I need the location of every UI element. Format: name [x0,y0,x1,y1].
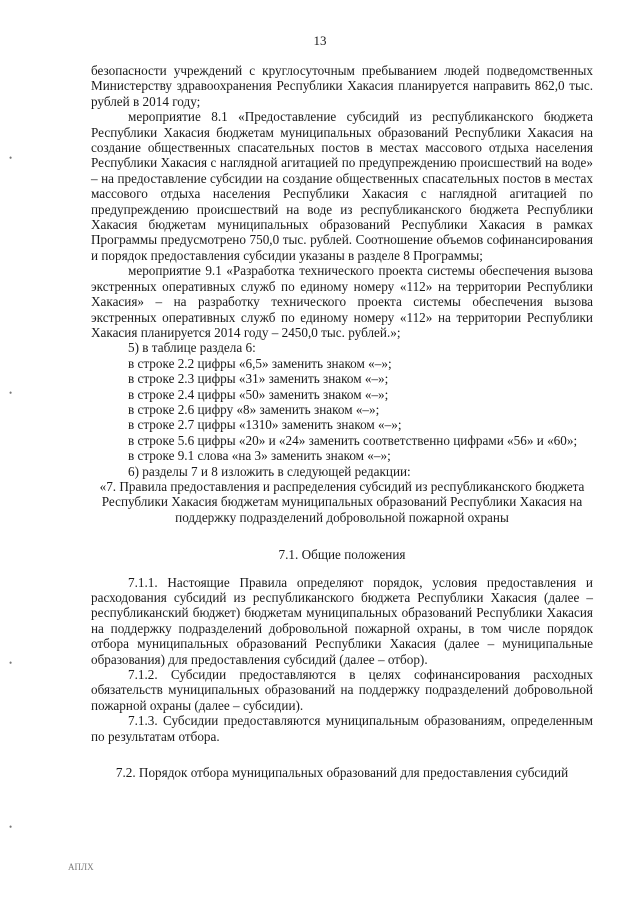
document-body [91,63,593,780]
list-item-table-section-6: 5) в таблице раздела 6: [128,340,256,356]
page-number: 13 [313,33,327,48]
clause-7-1-3: 7.1.3. Субсидии предоставляются муниципальным образованиям, определенным по результатам отбора. [91,713,593,744]
list-item-row-5-6: в строке 5.6 цифры «20» и «24» заменить соответственно цифрами «56» и «60»; [128,432,578,448]
list-item-row-9-1: в строке 9.1 слова «на 3» заменить знаком «–»; [128,448,391,464]
list-item-row-2-2: в строке 2.2 цифры «6,5» заменить знаком «–»; [128,355,392,371]
margin-mark: • [9,822,13,832]
list-item-row-2-3: в строке 2.3 цифры «31» заменить знаком «–»; [128,371,389,387]
list-item-row-2-4: в строке 2.4 цифры «50» заменить знаком «–»; [128,386,389,402]
subsection-7-1-heading: 7.1. Общие положения [278,547,406,563]
list-item-row-2-6: в строке 2.6 цифру «8» заменить знаком «–»; [128,401,380,417]
margin-mark: • [9,153,13,163]
clause-7-1-2: 7.1.2. Субсидии предоставляются в целях софинансирования расходных обязательств муниципальных образований на поддержку подразделений добровольной пожарной охраны (далее – субсидии). [91,667,593,713]
clause-7-1-1: 7.1.1. Настоящие Правила определяют порядок, условия предоставления и расходования субсидий из республиканского бюджета Республики Хакасия (далее – республиканский бюджет) бюджетам муниципальных образований Республики Хакасия на поддержку подразделений добровольной пожарной охраны, в том числе порядок отбора муниципальных образований Республики Хакасия (далее – муниципальные образования) для предоставления субсидий (далее – отбор). [91,574,593,667]
list-item-sections-7-8: 6) разделы 7 и 8 изложить в следующей редакции: [128,463,411,479]
paragraph-safety-funding: безопасности учреждений с круглосуточным пребыванием людей подведомственных Министерству здравоохранения Республики Хакасия планируется направить 862,0 тыс. рублей в 2014 году; [91,63,593,109]
list-item-row-2-7: в строке 2.7 цифры «1310» заменить знаком «–»; [128,417,402,433]
subsection-7-2-heading: 7.2. Порядок отбора муниципальных образований для предоставления субсидий [115,765,569,781]
paragraph-measure-9-1: мероприятие 9.1 «Разработка технического проекта системы обеспечения вызова экстренных оперативных служб по единому номеру «112» на территории Республики Хакасия» – на разработку технического проекта системы обеспечения вызова экстренных оперативных служб по единому номеру «112» на территории Республики Хакасия планируется 2014 году – 2450,0 тыс. рублей.»; [91,263,593,340]
margin-mark: • [9,658,13,668]
section-7-heading: «7. Правила предоставления и распределения субсидий из республиканского бюджета Республики Хакасия бюджетам муниципальных образований Республики Хакасия на поддержку подразделений добровольной пожарной охраны [99,478,585,525]
paragraph-measure-8-1: мероприятие 8.1 «Предоставление субсидий из республиканского бюджета Республики Хакасия бюджетам муниципальных образований Республики Хакасия на создание общественных спасательных постов в местах массового отдыха населения Республики Хакасия с наглядной агитацией по предупреждению происшествий на воде» – на предоставление субсидии на создание общественных спасательных постов в местах массового отдыха населения Республики Хакасия с наглядной агитацией по предупреждению происшествий на воде из республиканского бюджета Республики Хакасия бюджетам муниципальных образований Республики Хакасия в рамках Программы предусмотрено 750,0 тыс. рублей. Соотношение объемов софинансирования и порядок предоставления субсидии указаны в разделе 8 Программы; [91,109,593,263]
footer-mark: АПЛХ [68,862,94,872]
margin-mark: • [9,388,13,398]
